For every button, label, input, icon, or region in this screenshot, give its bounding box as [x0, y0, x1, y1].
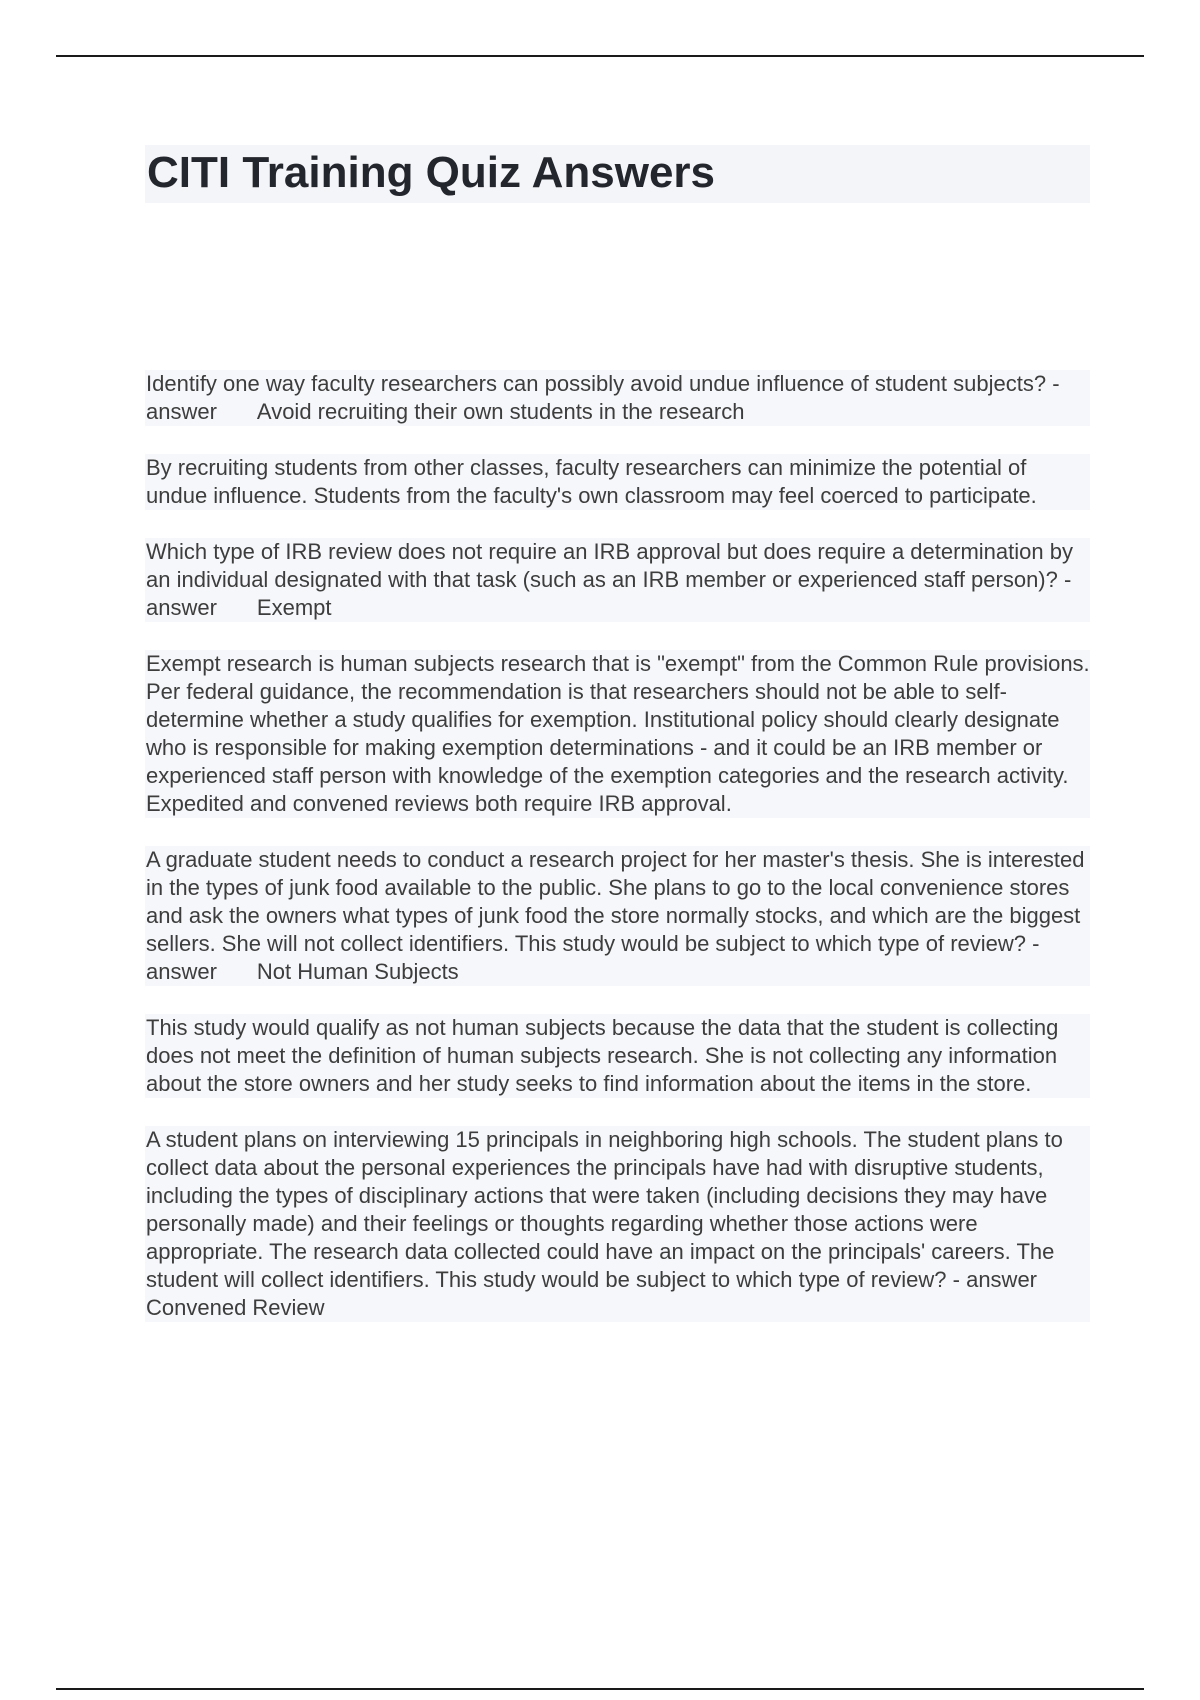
top-rule	[56, 55, 1144, 57]
qa-list	[145, 370, 1090, 1350]
question-text: Which type of IRB review does not require an IRB approval but does require a determination by an individual designated with that task (such as an IRB member or experienced staff person)? - answer	[146, 539, 1073, 620]
qa-item	[145, 370, 1090, 426]
page-title: CITI Training Quiz Answers	[145, 145, 1090, 203]
qa-item	[145, 1126, 1090, 1322]
qa-item	[145, 846, 1090, 986]
explanation-text: This study would qualify as not human subjects because the data that the student is collecting does not meet the definition of human subjects research. She is not collecting any information about the store owners and her study seeks to find information about the items in the store.	[145, 1014, 1090, 1098]
explanation-text: By recruiting students from other classes, faculty researchers can minimize the potential of undue influence. Students from the faculty's own classroom may feel coerced to participate.	[145, 454, 1090, 510]
question-text: A graduate student needs to conduct a research project for her master's thesis. She is interested in the types of junk food available to the public. She plans to go to the local convenience stores and ask the owners what types of junk food the store normally stocks, and which are the biggest sellers. She will not collect identifiers. This study would be subject to which type of review? - answer	[146, 847, 1085, 984]
question-text: A student plans on interviewing 15 principals in neighboring high schools. The student plans to collect data about the personal experiences the principals have had with disruptive students, including the types of disciplinary actions that were taken (including decisions they may have personally made) and their feelings or thoughts regarding whether those actions were appropriate. The research data collected could have an impact on the principals' careers. The student will collect identifiers. This study would be subject to which type of review? - answer	[146, 1127, 1063, 1292]
answer-text: Not Human Subjects	[256, 959, 459, 984]
question-text: Identify one way faculty researchers can possibly avoid undue influence of student subjects? - answer	[146, 371, 1060, 424]
document-body	[145, 145, 1090, 1350]
bottom-rule	[56, 1688, 1144, 1690]
answer-text: Exempt	[256, 595, 332, 620]
answer-text: Avoid recruiting their own students in the research	[256, 399, 745, 424]
explanation-text: Exempt research is human subjects research that is "exempt" from the Common Rule provisions. Per federal guidance, the recommendation is that researchers should not be able to self-determine whether a study qualifies for exemption. Institutional policy should clearly designate who is responsible for making exemption determinations - and it could be an IRB member or experienced staff person with knowledge of the exemption categories and the research activity. Expedited and convened reviews both require IRB approval.	[146, 651, 1090, 816]
answer-text: Convened Review	[146, 1295, 325, 1320]
qa-item	[145, 538, 1090, 622]
